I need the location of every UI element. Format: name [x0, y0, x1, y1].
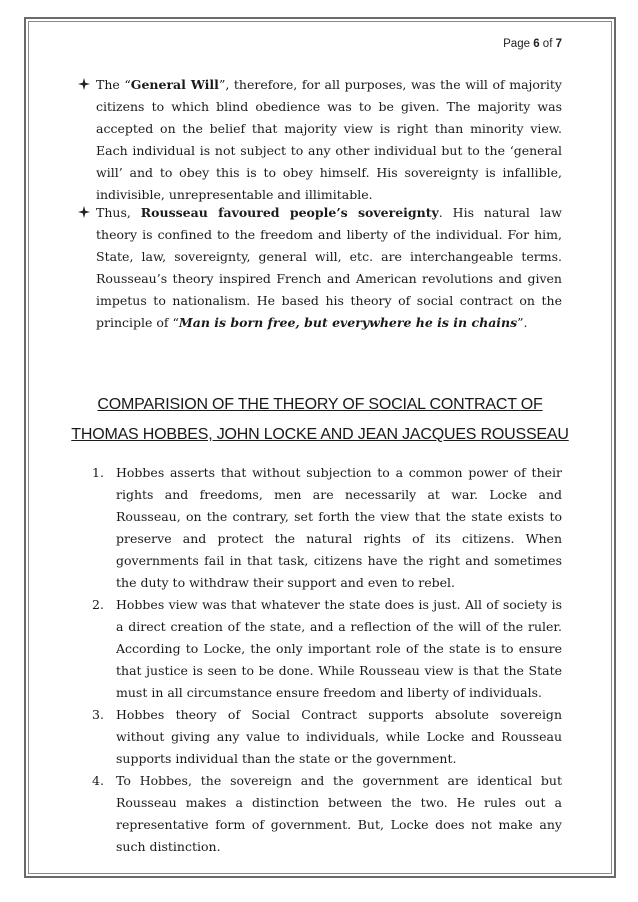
comparison-list — [92, 462, 562, 858]
item-text: Hobbes asserts that without subjection to a common power of their rights and freedoms, men are necessarily at war. Locke and Rousseau, on the contrary, set forth the view that the state exists to preserve and protect the natural rights of its citizens. When governments fail in that task, citizens have the right and sometimes the duty to withdraw their support and even to rebel. — [116, 465, 562, 590]
current-page: 6 — [533, 38, 540, 50]
total-pages: 7 — [555, 38, 562, 50]
bullet-text: The “General Will”, therefore, for all purposes, was the will of majority citizens to which blind obedience was to be given. The majority was accepted on the belief that majority view is right than minority view. Each individual is not subject to any other individual but to the ‘general will’ and to obey this is to obey himself. His sovereignty is infallible, indivisible, unrepresentable and illimitable. — [96, 77, 562, 202]
list-item — [92, 770, 562, 858]
item-number: 2. — [92, 597, 104, 612]
bullet-general-will — [78, 74, 562, 206]
bullet-text: Thus, Rousseau favoured people’s sovereignty. His natural law theory is confined to the freedom and liberty of the individual. For him, State, law, sovereignty, general will, etc. are interchangeable terms. Rousseau’s theory inspired French and American revolutions and given impetus to nationalism. He based his theory of social contract on the principle of “Man is born free, but everywhere he is in chains”. — [96, 205, 562, 330]
list-item — [92, 594, 562, 704]
page-number: Page 6 of 7 — [503, 38, 562, 50]
item-text: Hobbes view was that whatever the state does is just. All of society is a direct creation of the state, and a reflection of the will of the ruler. According to Locke, the only important role of the state is to ensure that justice is seen to be done. While Rousseau view is that the State must in all circumstance ensure freedom and liberty of individuals. — [116, 597, 562, 700]
list-item — [92, 704, 562, 770]
item-text: Hobbes theory of Social Contract supports absolute sovereign without giving any value to individuals, while Locke and Rousseau supports individual than the state or the government. — [116, 707, 562, 766]
bullet-rousseau-sovereignty — [78, 202, 562, 334]
item-number: 3. — [92, 707, 104, 722]
item-number: 4. — [92, 773, 104, 788]
item-number: 1. — [92, 465, 104, 480]
heading-line-2: THOMAS HOBBES, JOHN LOCKE AND JEAN JACQUES ROUSSEAU — [71, 426, 569, 443]
diamond-bullet-icon — [78, 206, 90, 218]
list-item — [92, 462, 562, 594]
heading-line-1: COMPARISION OF THE THEORY OF SOCIAL CONTRACT OF — [97, 396, 543, 413]
item-text: To Hobbes, the sovereign and the government are identical but Rousseau makes a distinction between the two. He rules out a representative form of government. But, Locke does not make any such distinction. — [116, 773, 562, 854]
diamond-bullet-icon — [78, 78, 90, 90]
section-heading — [60, 390, 580, 450]
